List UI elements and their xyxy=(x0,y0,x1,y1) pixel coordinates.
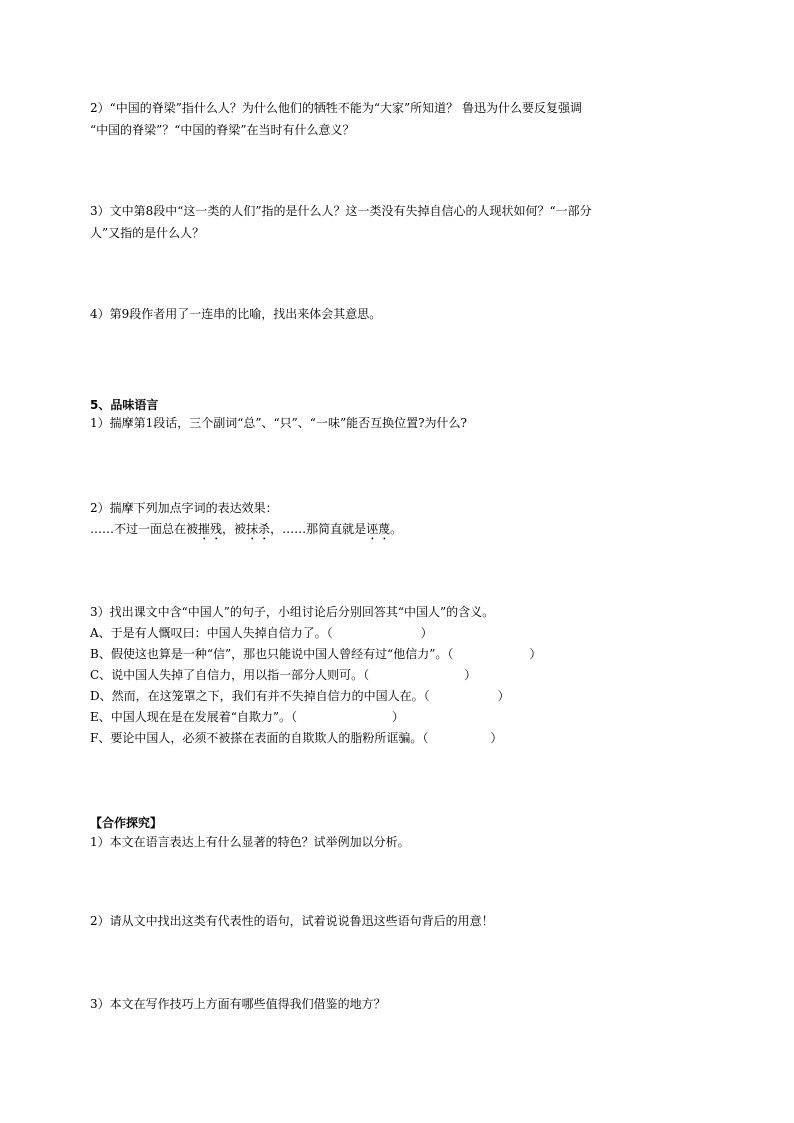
question-4-2-line-1: 2）“中国的脊梁”指什么人？为什么他们的牺牲不能为“大家”所知道？ 鲁迅为什么要反复强调 xyxy=(90,101,582,115)
answer-item-d-close: ） xyxy=(497,689,510,703)
quote-part-4: 。 xyxy=(390,522,403,536)
cooperation-question-2: 2）请从文中找出这类有代表性的语句，试着说说鲁迅这些语句背后的用意！ xyxy=(90,914,494,928)
answer-item-c xyxy=(90,667,476,683)
answer-item-f-text: F、要论中国人，必须不被搽在表面的自欺欺人的脂粉所诓骗。（ xyxy=(90,731,429,745)
answer-item-e-text: E、中国人现在是在发展着“自欺力”。（ xyxy=(90,710,298,724)
answer-item-a-close: ） xyxy=(420,626,433,640)
question-4-4: 4）第9段作者用了一连串的比喻，找出来体会其意思。 xyxy=(90,307,382,321)
emphasized-word-3: 诬蔑 xyxy=(366,522,391,536)
cooperation-question-1: 1）本文在语言表达上有什么显著的特色？试举例加以分析。 xyxy=(90,835,410,849)
answer-item-b-close: ） xyxy=(529,647,542,661)
answer-item-e xyxy=(90,709,404,725)
answer-item-c-close: ） xyxy=(464,668,477,682)
answer-item-f xyxy=(90,730,502,746)
answer-item-d xyxy=(90,688,510,704)
emphasized-word-2: 抹杀 xyxy=(246,522,271,536)
quote-part-1: ……不过一面总在被 xyxy=(90,522,199,536)
answer-item-b-text: B、假使这也算是一种“信”，那也只能说中国人曾经有过“他信力”。（ xyxy=(90,647,454,661)
emphasized-word-1: 摧残 xyxy=(198,522,223,536)
question-4-2-line-2: “中国的脊梁”？“中国的脊梁”在当时有什么意义？ xyxy=(90,123,355,137)
question-5-3: 3）找出课文中含“中国人”的句子，小组讨论后分别回答其“中国人”的含义。 xyxy=(90,605,495,619)
question-5-2: 2）揣摩下列加点字词的表达效果： xyxy=(90,501,278,515)
answer-item-a xyxy=(90,625,433,641)
answer-item-e-close: ） xyxy=(392,710,405,724)
answer-item-f-close: ） xyxy=(490,731,503,745)
question-4-3-line-1: 3）文中第8段中“这一类的人们”指的是什么人？这一类没有失掉自信心的人现状如何？“一部分 xyxy=(90,204,592,218)
cooperation-question-3: 3）本文在写作技巧上方面有哪些值得我们借鉴的地方？ xyxy=(90,997,386,1011)
answer-item-a-text: A、于是有人慨叹曰：中国人失掉自信力了。（ xyxy=(90,626,333,640)
section-5-heading: 5、品味语言 xyxy=(90,398,159,412)
quote-part-3: ，……那简直就是 xyxy=(270,522,367,536)
answer-item-b xyxy=(90,646,541,662)
answer-item-c-text: C、说中国人失掉了自信力，用以指一部分人则可。（ xyxy=(90,668,370,682)
quoted-passage xyxy=(90,521,402,543)
answer-item-d-text: D、然而，在这笼罩之下，我们有并不失掉自信力的中国人在。（ xyxy=(90,689,430,703)
cooperation-heading: 【合作探究】 xyxy=(90,816,163,830)
quote-part-2: ，被 xyxy=(222,522,247,536)
question-5-1: 1）揣摩第1段话，三个副词“总”、“只”、“一味”能否互换位置?为什么? xyxy=(90,416,467,430)
question-4-3-line-2: 人”又指的是什么人？ xyxy=(90,226,205,240)
